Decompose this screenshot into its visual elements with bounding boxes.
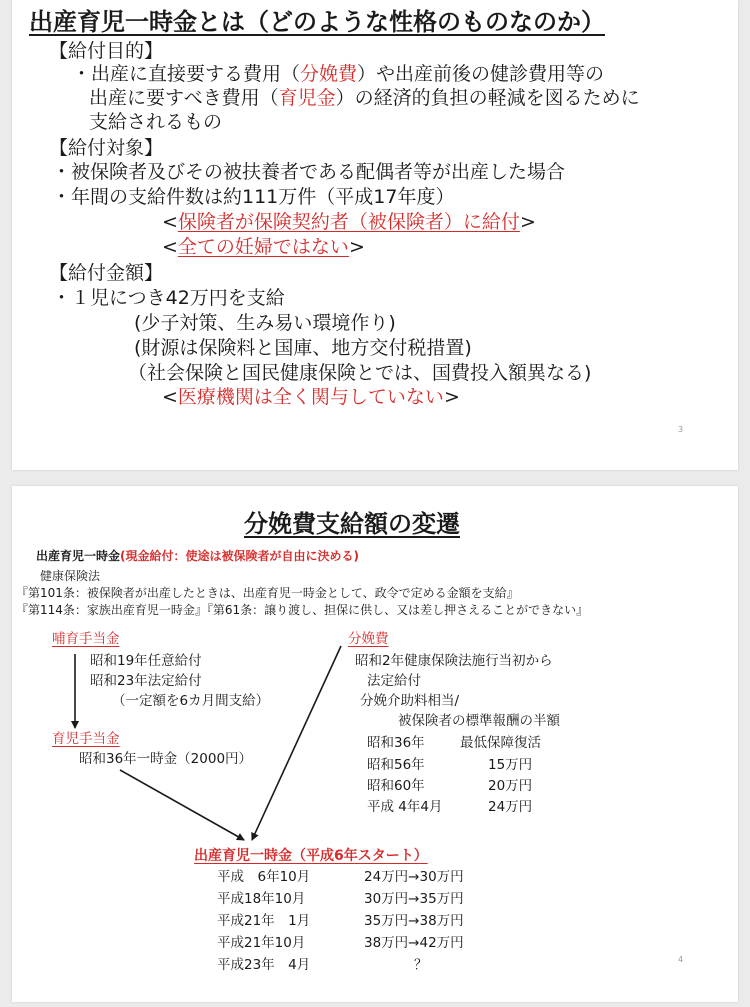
target-note-1: <保険者が保険契約者（被保険者）に給付>: [162, 211, 536, 233]
result-row-era: 平成23年 4月: [217, 957, 311, 973]
target-line-1: ・被保険者及びその被扶養者である配偶者等が出産した場合: [52, 161, 566, 183]
delivery-row-era: 昭和60年: [367, 778, 425, 794]
lump-sum-heading: 出産育児一時金(現金給付：使途は被保険者が自由に決める): [36, 549, 359, 563]
amount-note: <医療機関は全く関与していない>: [162, 386, 460, 408]
target-header: 【給付対象】: [49, 137, 164, 159]
law-name: 健康保険法: [40, 569, 101, 583]
result-row-era: 平成 6年10月: [217, 869, 311, 885]
purpose-line-2: 出産に要すべき費用（育児金）の経済的負担の軽減を図るために: [89, 87, 640, 109]
amount-line-2: (少子対策、生み易い環境作り): [134, 312, 396, 334]
result-row-value: 30万円→35万円: [364, 891, 464, 907]
result-row-value: 24万円→30万円: [364, 869, 464, 885]
slide-3: [12, 0, 738, 470]
slide-title: 分娩費支給額の変遷: [244, 510, 460, 538]
target-line-2: ・年間の支給件数は約111万件（平成17年度）: [52, 186, 455, 208]
delivery-row-value: 最低保障復活: [460, 735, 541, 751]
slide-title: 出産育児一時金とは（どのような性格のものなのか）: [29, 8, 605, 36]
childcare-allowance-label: 育児手当金: [52, 731, 120, 747]
delivery-row-era: 昭和36年: [367, 735, 425, 751]
result-row-era: 平成18年10月: [217, 891, 306, 907]
article-101: 『第101条：被保険者が出産したときは、出産育児一時金として、政令で定める金額を支給』: [16, 586, 519, 600]
delivery-line-1: 昭和2年健康保険法施行当初から: [355, 653, 553, 669]
page-number: 3: [678, 425, 684, 434]
result-row-era: 平成21年10月: [217, 935, 306, 951]
delivery-line-3: 分娩介助料相当/: [360, 693, 460, 709]
delivery-row-value: 24万円: [488, 799, 533, 815]
nursing-line-1: 昭和19年任意給付: [90, 653, 202, 669]
amount-line-4: （社会保険と国民健康保険とでは、国費投入額異なる): [128, 362, 592, 384]
delivery-row-value: 15万円: [488, 757, 533, 773]
delivery-line-4: 被保険者の標準報酬の半額: [398, 713, 560, 729]
amount-header: 【給付金額】: [49, 262, 164, 284]
delivery-row-era: 平成 4年4月: [367, 799, 443, 815]
target-note-2: <全ての妊婦ではない>: [162, 236, 365, 258]
lump-sum-start-label: 出産育児一時金（平成6年スタート）: [194, 848, 428, 864]
delivery-cost-label: 分娩費: [348, 631, 389, 647]
nursing-line-3: （一定額を6カ月間支給）: [112, 693, 270, 709]
nursing-allowance-label: 哺育手当金: [52, 631, 120, 647]
delivery-row-era: 昭和56年: [367, 757, 425, 773]
purpose-header: 【給付目的】: [49, 40, 164, 62]
amount-line-1: ・１児につき42万円を支給: [52, 287, 285, 309]
delivery-line-2: 法定給付: [367, 673, 421, 689]
slide-4: [12, 486, 738, 1002]
article-114: 『第114条：家族出産育児一時金』『第61条：譲り渡し、担保に供し、又は差し押さえることができない』: [16, 603, 589, 617]
childcare-line-1: 昭和36年一時金（2000円）: [79, 751, 253, 767]
amount-line-3: (財源は保険料と国庫、地方交付税措置): [134, 337, 472, 359]
arrow-childcare-to-lump-sum: [120, 770, 244, 840]
result-row-value: 38万円→42万円: [364, 935, 464, 951]
purpose-line-3: 支給されるもの: [89, 111, 223, 133]
page-number: 4: [678, 955, 684, 964]
nursing-line-2: 昭和23年法定給付: [90, 673, 202, 689]
result-row-era: 平成21年 1月: [217, 913, 311, 929]
arrow-delivery-to-lump-sum: [252, 646, 341, 840]
result-row-value: 35万円→38万円: [364, 913, 464, 929]
result-row-value: ？: [414, 957, 428, 973]
delivery-row-value: 20万円: [488, 778, 533, 794]
purpose-line-1: ・出産に直接要する費用（分娩費）や出産前後の健診費用等の: [72, 63, 605, 85]
